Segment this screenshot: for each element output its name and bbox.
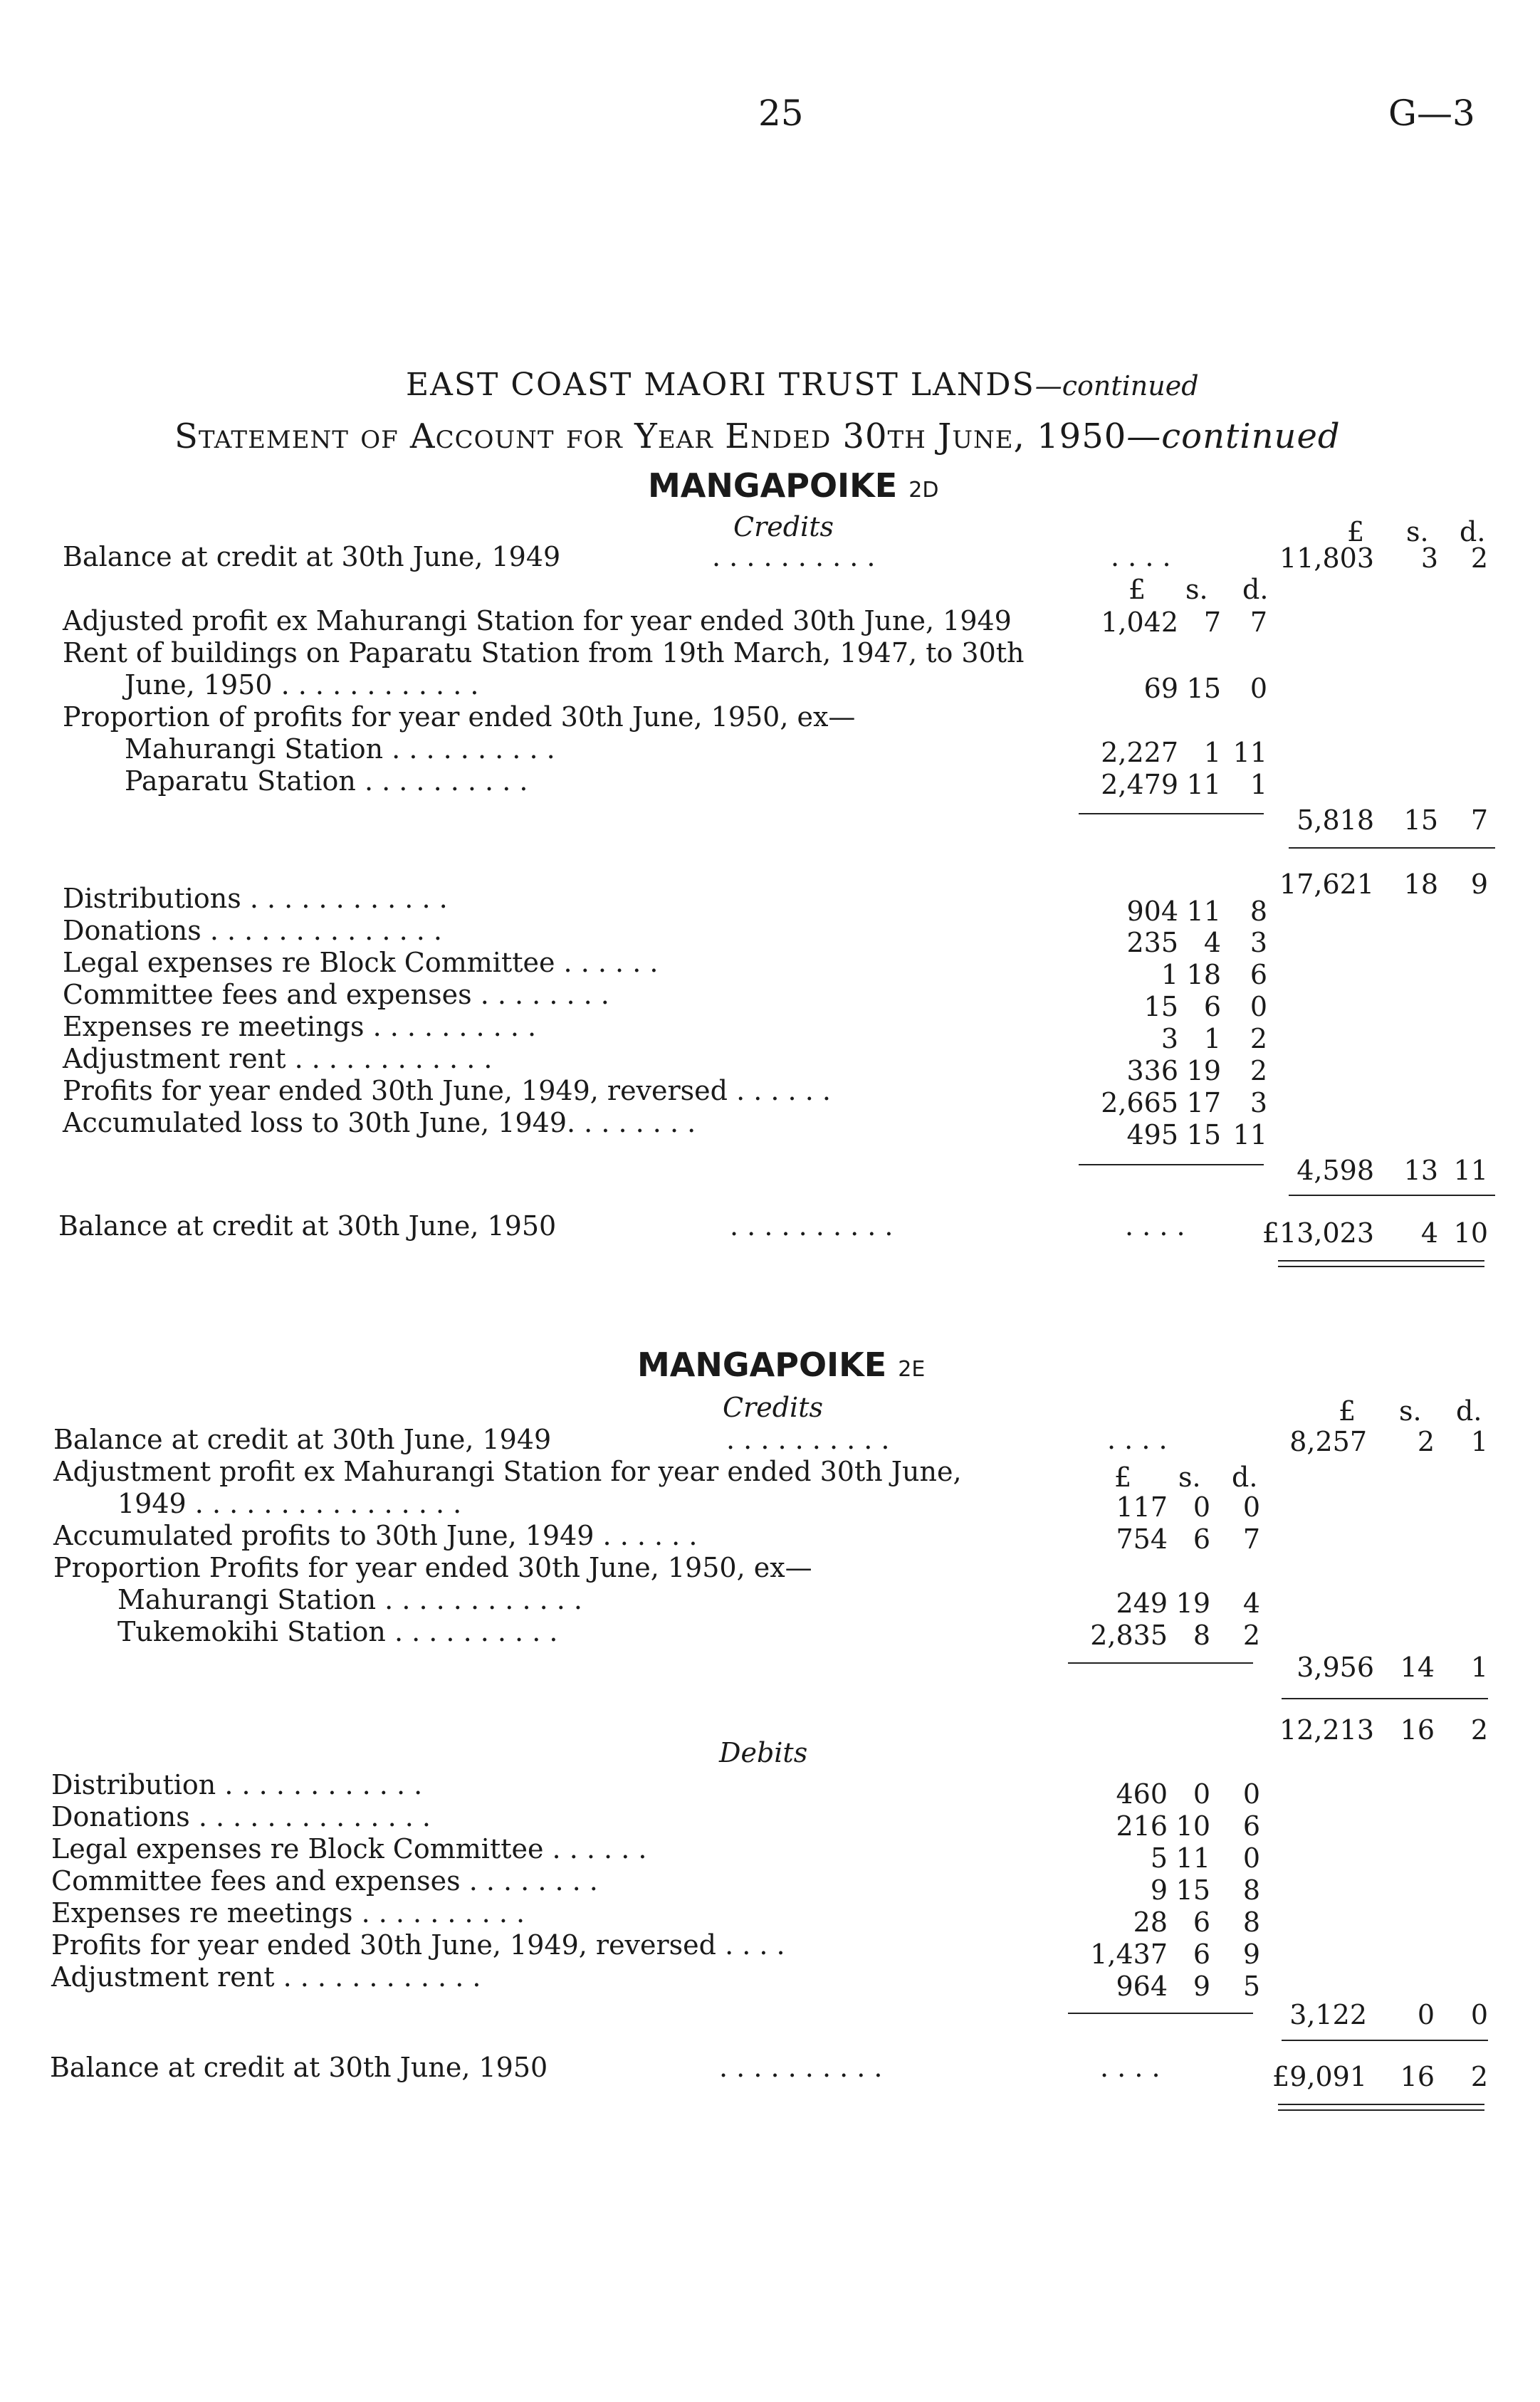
section-e-credit-pence: 0 — [1242, 1491, 1260, 1523]
section-e-debit-label: Legal expenses re Block Committee . . . . . . — [51, 1833, 647, 1865]
section-d-debit-pounds: 336 — [1126, 1055, 1178, 1086]
section-d-debit-label: Expenses re meetings . . . . . . . . . . — [63, 1011, 537, 1042]
section-d-opening-dots: . . . . . . . . . . — [712, 541, 876, 572]
section-e-credits-total-pounds: 3,956 — [1297, 1652, 1374, 1683]
section-e-credit-shillings: 19 — [1175, 1588, 1210, 1619]
section-d-debit-pounds: 1 — [1161, 959, 1178, 990]
section-d-credit-label: Rent of buildings on Paparatu Station from 19th March, 1947, to 30th — [63, 637, 1025, 668]
section-e-debit-label: Expenses re meetings . . . . . . . . . . — [51, 1897, 525, 1929]
section-e-credit-pence: 2 — [1242, 1620, 1260, 1651]
section-e-debit-shillings: 6 — [1193, 1939, 1210, 1970]
section-e-debit-pence: 9 — [1242, 1939, 1260, 1970]
section-d-mid-pound-head: £ — [1128, 574, 1146, 605]
section-e-debit-shillings: 10 — [1175, 1810, 1210, 1842]
section-e-credits-total-pence: 1 — [1470, 1652, 1488, 1683]
section-e-closing-label: Balance at credit at 30th June, 1950 — [50, 2052, 548, 2083]
section-d-debit-pounds: 2,665 — [1101, 1087, 1178, 1118]
section-d-debits-total-pence: 11 — [1453, 1155, 1488, 1186]
section-e-debit-shillings: 9 — [1193, 1971, 1210, 2002]
section-d-title-text: MANGAPOIKE — [648, 466, 898, 505]
section-e-debit-pounds: 964 — [1116, 1971, 1168, 2002]
section-e-debit-pence: 5 — [1242, 1971, 1260, 2002]
section-e-debit-shillings: 11 — [1175, 1842, 1210, 1874]
section-d-debit-label: Legal expenses re Block Committee . . . . . . — [63, 947, 659, 978]
section-d-debit-label: Adjustment rent . . . . . . . . . . . . — [63, 1043, 493, 1074]
section-e-mid-pound-head: £ — [1114, 1462, 1132, 1493]
section-d-debit-pence: 3 — [1250, 1087, 1267, 1118]
section-e-mid-shilling-head: s. — [1178, 1462, 1201, 1493]
section-e-debit-pence: 8 — [1242, 1874, 1260, 1906]
section-d-debit-pence: 0 — [1250, 991, 1267, 1022]
section-e-subtotal-shillings: 16 — [1400, 1714, 1435, 1746]
section-d-debits-total-pounds: 4,598 — [1297, 1155, 1374, 1186]
section-e-opening-leader: . . . . — [1107, 1424, 1168, 1455]
section-e-debit-pounds: 9 — [1150, 1874, 1168, 1906]
section-d-closing-label: Balance at credit at 30th June, 1950 — [58, 1210, 557, 1242]
section-e-credit-label: 1949 . . . . . . . . . . . . . . . . — [117, 1488, 462, 1519]
section-e-debit-shillings: 0 — [1193, 1778, 1210, 1810]
section-d-credit-pence: 11 — [1232, 737, 1267, 768]
section-d-debit-shillings: 1 — [1203, 1023, 1221, 1054]
section-e-debits-total-pence: 0 — [1470, 1999, 1488, 2030]
section-e-opening-pence: 1 — [1470, 1426, 1488, 1457]
section-d-debit-pence: 2 — [1250, 1055, 1267, 1086]
section-d-opening-label: Balance at credit at 30th June, 1949 — [63, 541, 561, 572]
section-e-debit-pounds: 28 — [1133, 1907, 1168, 1938]
section-d-debit-shillings: 18 — [1186, 959, 1221, 990]
title-line-2 — [174, 416, 1341, 456]
section-d-credit-shillings: 15 — [1186, 673, 1221, 704]
section-d-credits-total-pounds: 5,818 — [1297, 804, 1374, 836]
section-e-debit-label: Distribution . . . . . . . . . . . . — [51, 1769, 423, 1800]
title-line-2-suffix: —continued — [1126, 416, 1341, 456]
section-d-closing-shillings: 4 — [1420, 1217, 1438, 1249]
section-e-debit-pounds: 1,437 — [1090, 1939, 1168, 1970]
section-d-debit-label: Committee fees and expenses . . . . . . . . — [63, 979, 609, 1010]
section-e-credits-rule — [1068, 1662, 1253, 1664]
section-d-closing-dots: . . . . . . . . . . — [730, 1210, 894, 1242]
section-d-debit-shillings: 11 — [1186, 896, 1221, 927]
section-d-mid-shilling-head: s. — [1185, 574, 1208, 605]
section-e-subtotal-pence: 2 — [1470, 1714, 1488, 1746]
section-d-debit-pounds: 3 — [1161, 1023, 1178, 1054]
section-d-title — [648, 466, 938, 505]
section-e-credits-total-shillings: 14 — [1400, 1652, 1435, 1683]
section-d-debit-shillings: 6 — [1203, 991, 1221, 1022]
section-e-credit-shillings: 8 — [1193, 1620, 1210, 1651]
section-e-credit-label: Tukemokihi Station . . . . . . . . . . — [117, 1616, 558, 1647]
section-d-debit-shillings: 19 — [1186, 1055, 1221, 1086]
section-e-debits-total-pounds: 3,122 — [1289, 1999, 1367, 2030]
section-d-balance-rule — [1289, 1195, 1495, 1196]
section-d-debit-shillings: 4 — [1203, 927, 1221, 958]
section-e-credit-pounds: 754 — [1116, 1523, 1168, 1555]
section-d-debit-pence: 6 — [1250, 959, 1267, 990]
section-d-closing-pounds: £13,023 — [1262, 1217, 1374, 1249]
section-d-debit-pounds: 904 — [1126, 896, 1178, 927]
section-d-opening-pence: 2 — [1470, 542, 1488, 574]
section-e-debit-shillings: 15 — [1175, 1874, 1210, 1906]
section-e-credit-pence: 7 — [1242, 1523, 1260, 1555]
section-e-double-rule — [1278, 2104, 1484, 2111]
section-d-debit-label: Profits for year ended 30th June, 1949, reversed . . . . . . — [63, 1075, 831, 1106]
section-d-debit-label: Accumulated loss to 30th June, 1949. . . . . . . . — [63, 1107, 696, 1138]
section-d-debit-pence: 8 — [1250, 896, 1267, 927]
section-d-opening-leader: . . . . — [1111, 541, 1171, 572]
section-e-closing-pounds: £9,091 — [1272, 2061, 1367, 2092]
section-e-closing-leader: . . . . — [1100, 2052, 1161, 2083]
section-d-subtotal-pounds: 17,621 — [1279, 869, 1374, 900]
section-d-credit-pence: 1 — [1250, 769, 1267, 800]
section-d-debits-total-shillings: 13 — [1403, 1155, 1438, 1186]
section-d-debit-pence: 11 — [1232, 1119, 1267, 1150]
section-e-credits-heading: Credits — [723, 1392, 823, 1423]
section-e-subtotal-pounds: 12,213 — [1279, 1714, 1374, 1746]
section-e-credit-label: Mahurangi Station . . . . . . . . . . . . — [117, 1584, 582, 1615]
title-line-2-text: Statement of Account for Year Ended 30th June, 1950 — [174, 416, 1127, 456]
section-d-credits-rule — [1079, 813, 1264, 814]
section-d-debit-label: Distributions . . . . . . . . . . . . — [63, 883, 448, 914]
section-e-closing-dots: . . . . . . . . . . — [719, 2052, 883, 2083]
document-reference: G—3 — [1388, 93, 1475, 134]
section-e-debits-total-shillings: 0 — [1417, 1999, 1435, 2030]
section-e-credit-pounds: 2,835 — [1090, 1620, 1168, 1651]
section-e-balance-rule — [1282, 2040, 1488, 2041]
section-d-pound-head: £ — [1347, 516, 1365, 547]
section-d-debits-rule — [1079, 1164, 1264, 1165]
section-e-closing-shillings: 16 — [1400, 2061, 1435, 2092]
section-e-debit-pounds: 5 — [1150, 1842, 1168, 1874]
section-d-credit-pounds: 2,479 — [1101, 769, 1178, 800]
section-d-credit-pounds: 69 — [1143, 673, 1178, 704]
section-d-credit-shillings: 11 — [1186, 769, 1221, 800]
title-line-1-suffix: —continued — [1034, 370, 1199, 402]
section-d-debit-label: Donations . . . . . . . . . . . . . . — [63, 915, 442, 946]
section-d-credit-shillings: 7 — [1203, 607, 1221, 638]
title-line-1-text: EAST COAST MAORI TRUST LANDS — [406, 367, 1035, 403]
section-d-credit-pounds: 2,227 — [1101, 737, 1178, 768]
section-e-closing-pence: 2 — [1470, 2061, 1488, 2092]
section-e-debit-shillings: 6 — [1193, 1907, 1210, 1938]
section-e-debit-label: Donations . . . . . . . . . . . . . . — [51, 1801, 431, 1832]
section-e-credit-label: Accumulated profits to 30th June, 1949 . . . . . . — [53, 1520, 698, 1551]
section-d-opening-pounds: 11,803 — [1279, 542, 1374, 574]
section-d-debit-pounds: 15 — [1143, 991, 1178, 1022]
section-d-credit-label: Proportion of profits for year ended 30th June, 1950, ex— — [63, 701, 856, 733]
section-e-debits-heading: Debits — [719, 1737, 808, 1768]
section-d-title-suffix: 2D — [908, 478, 939, 503]
section-d-credit-label: Mahurangi Station . . . . . . . . . . — [125, 733, 555, 765]
section-e-debit-label: Profits for year ended 30th June, 1949, reversed . . . . — [51, 1929, 785, 1961]
section-d-credit-label: Paparatu Station . . . . . . . . . . — [125, 765, 528, 797]
section-d-double-rule — [1278, 1260, 1484, 1267]
section-d-opening-shillings: 3 — [1420, 542, 1438, 574]
section-d-debit-pounds: 495 — [1126, 1119, 1178, 1150]
section-d-debit-pence: 3 — [1250, 927, 1267, 958]
section-d-debit-pounds: 235 — [1126, 927, 1178, 958]
section-d-credits-heading: Credits — [733, 511, 834, 542]
section-d-shilling-head: s. — [1406, 516, 1429, 547]
section-d-debit-shillings: 17 — [1186, 1087, 1221, 1118]
section-d-credit-pounds: 1,042 — [1101, 607, 1178, 638]
section-e-debit-pounds: 460 — [1116, 1778, 1168, 1810]
section-e-opening-dots: . . . . . . . . . . — [726, 1424, 890, 1455]
section-e-title-text: MANGAPOIKE — [637, 1346, 887, 1384]
section-e-credit-pounds: 117 — [1116, 1491, 1168, 1523]
section-e-credit-label: Adjustment profit ex Mahurangi Station for year ended 30th June, — [53, 1456, 962, 1487]
section-e-title-suffix: 2E — [898, 1357, 926, 1382]
section-d-debit-pence: 2 — [1250, 1023, 1267, 1054]
section-e-debits-rule — [1068, 2013, 1253, 2014]
section-e-credit-shillings: 0 — [1193, 1491, 1210, 1523]
section-e-credit-label: Proportion Profits for year ended 30th June, 1950, ex— — [53, 1552, 812, 1583]
section-e-debit-label: Adjustment rent . . . . . . . . . . . . — [51, 1961, 481, 1993]
section-e-subtotal-rule — [1282, 1698, 1488, 1699]
section-d-pence-head: d. — [1460, 516, 1486, 547]
section-e-mid-pence-head: d. — [1232, 1462, 1258, 1493]
section-d-credit-label: Adjusted profit ex Mahurangi Station for year ended 30th June, 1949 — [63, 605, 1012, 636]
section-d-mid-pence-head: d. — [1242, 574, 1269, 605]
section-e-pence-head: d. — [1456, 1395, 1482, 1427]
section-e-credit-pence: 4 — [1242, 1588, 1260, 1619]
title-line-1 — [406, 367, 1199, 403]
section-d-subtotal-shillings: 18 — [1403, 869, 1438, 900]
section-d-credit-label: June, 1950 . . . . . . . . . . . . — [125, 669, 479, 701]
section-d-closing-pence: 10 — [1453, 1217, 1488, 1249]
section-d-credits-total-pence: 7 — [1470, 804, 1488, 836]
section-d-credit-pence: 7 — [1250, 607, 1267, 638]
page-number: 25 — [758, 93, 804, 134]
section-e-opening-pounds: 8,257 — [1289, 1426, 1367, 1457]
section-d-subtotal-rule — [1289, 847, 1495, 849]
section-e-debit-pence: 0 — [1242, 1842, 1260, 1874]
section-e-debit-label: Committee fees and expenses . . . . . . . . — [51, 1865, 598, 1897]
section-e-credit-pounds: 249 — [1116, 1588, 1168, 1619]
section-d-debit-shillings: 15 — [1186, 1119, 1221, 1150]
section-e-credit-shillings: 6 — [1193, 1523, 1210, 1555]
section-e-opening-shillings: 2 — [1417, 1426, 1435, 1457]
section-d-credit-shillings: 1 — [1203, 737, 1221, 768]
section-d-closing-leader: . . . . — [1125, 1210, 1185, 1242]
section-e-title — [637, 1346, 925, 1384]
section-e-opening-label: Balance at credit at 30th June, 1949 — [53, 1424, 552, 1455]
section-e-debit-pence: 8 — [1242, 1907, 1260, 1938]
section-d-credit-pence: 0 — [1250, 673, 1267, 704]
section-e-debit-pounds: 216 — [1116, 1810, 1168, 1842]
section-e-debit-pence: 6 — [1242, 1810, 1260, 1842]
section-e-pound-head: £ — [1339, 1395, 1356, 1427]
section-e-debit-pence: 0 — [1242, 1778, 1260, 1810]
section-e-shilling-head: s. — [1399, 1395, 1422, 1427]
section-d-credits-total-shillings: 15 — [1403, 804, 1438, 836]
section-d-subtotal-pence: 9 — [1470, 869, 1488, 900]
